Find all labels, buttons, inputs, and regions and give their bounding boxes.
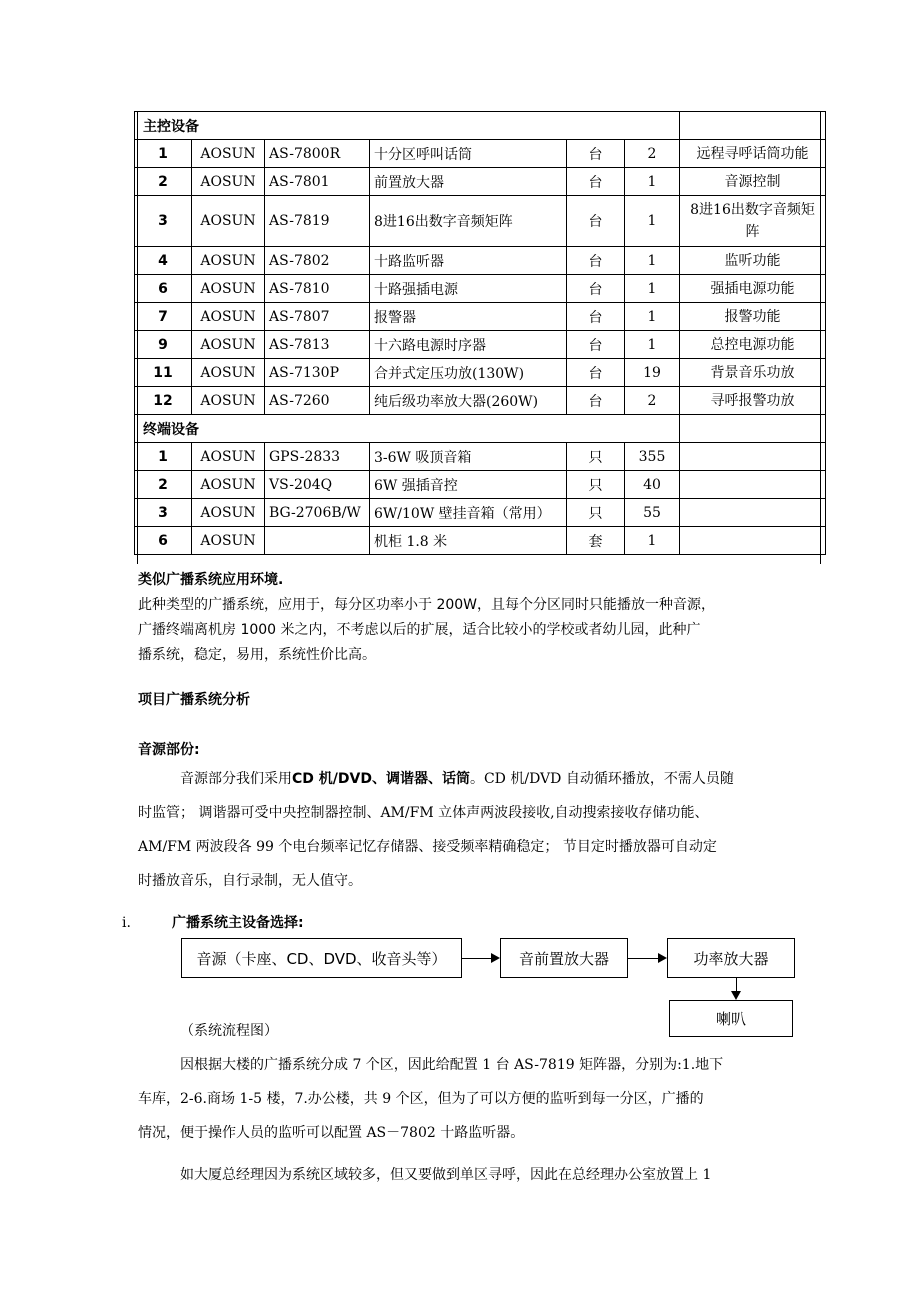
cell-remark (680, 471, 826, 499)
cell-qty: 2 (625, 140, 680, 168)
env-line-2: 广播终端离机房 1000 米之内，不考虑以后的扩展，适合比较小的学校或者幼儿园，此种广 (138, 622, 701, 638)
cell-qty: 1 (625, 275, 680, 303)
audio-text-prefix: 音源部分我们采用 (180, 771, 292, 787)
cell-brand: AOSUN (192, 247, 265, 275)
audio-line-1 (138, 762, 788, 796)
cell-name: 合并式定压功放(130W) (370, 359, 567, 387)
manager-paragraph (138, 1158, 788, 1192)
cell-brand: AOSUN (192, 359, 265, 387)
cell-unit: 台 (567, 387, 625, 415)
cell-model: AS-7130P (265, 359, 370, 387)
cell-brand: AOSUN (192, 331, 265, 359)
flow-arrow-3-head (731, 991, 741, 1000)
flow-arrow-2-head (658, 953, 667, 963)
table-row (135, 471, 826, 499)
cell-remark: 监听功能 (680, 247, 826, 275)
cell-name: 3-6W 吸顶音箱 (370, 443, 567, 471)
cell-brand: AOSUN (192, 499, 265, 527)
zones-paragraph (138, 1048, 788, 1150)
cell-qty: 1 (625, 247, 680, 275)
cell-no: 3 (135, 499, 192, 527)
cell-qty: 40 (625, 471, 680, 499)
env-heading: 类似广播系统应用环境. (138, 572, 284, 588)
cell-qty: 1 (625, 303, 680, 331)
section-remark-cell (680, 112, 826, 140)
cell-remark: 远程寻呼话筒功能 (680, 140, 826, 168)
env-line-3: 播系统，稳定，易用，系统性价比高。 (138, 647, 376, 663)
flow-arrow-1-head (491, 953, 500, 963)
analysis-title: 项目广播系统分析 (138, 692, 250, 708)
table-row (135, 359, 826, 387)
table-row (135, 443, 826, 471)
cell-unit: 台 (567, 140, 625, 168)
cell-qty: 19 (625, 359, 680, 387)
cell-unit: 台 (567, 247, 625, 275)
cell-no: 2 (135, 168, 192, 196)
cell-unit: 台 (567, 359, 625, 387)
cell-model: AS-7801 (265, 168, 370, 196)
cell-remark: 背景音乐功放 (680, 359, 826, 387)
table-row (135, 527, 826, 555)
cell-remark: 音源控制 (680, 168, 826, 196)
cell-remark: 报警功能 (680, 303, 826, 331)
table-row (135, 196, 826, 247)
audio-line-4: 时播放音乐，自行录制，无人值守。 (138, 873, 362, 889)
flow-box-source: 音源（卡座、CD、DVD、收音头等） (181, 938, 462, 978)
cell-remark (680, 499, 826, 527)
section-marker: i. (122, 915, 131, 931)
cell-no: 1 (135, 443, 192, 471)
table-row (135, 168, 826, 196)
cell-name: 纯后级功率放大器(260W) (370, 387, 567, 415)
flow-arrow-1-line (462, 958, 492, 959)
zones-line-3: 情况，便于操作人员的监听可以配置 AS－7802 十路监听器。 (138, 1125, 525, 1141)
zones-line-2: 车库，2-6.商场 1-5 楼，7.办公楼，共 9 个区，但为了可以方便的监听到每一分区，广播的 (138, 1091, 704, 1107)
cell-remark: 8进16出数字音频矩阵 (680, 196, 826, 247)
audio-line-2: 时监管； 调谐器可受中央控制器控制、AM/FM 立体声两波段接收,自动搜索接收存储功能、 (138, 805, 709, 821)
cell-name: 机柜 1.8 米 (370, 527, 567, 555)
table-section-header (135, 112, 826, 140)
cell-name: 前置放大器 (370, 168, 567, 196)
cell-name: 十六路电源时序器 (370, 331, 567, 359)
cell-model: AS-7802 (265, 247, 370, 275)
cell-qty: 1 (625, 168, 680, 196)
cell-brand: AOSUN (192, 168, 265, 196)
cell-name: 6W 强插音控 (370, 471, 567, 499)
cell-brand: AOSUN (192, 443, 265, 471)
cell-brand: AOSUN (192, 471, 265, 499)
cell-qty: 1 (625, 196, 680, 247)
cell-no: 2 (135, 471, 192, 499)
table-row (135, 303, 826, 331)
table-double-border-right (820, 111, 821, 564)
cell-name: 十路监听器 (370, 247, 567, 275)
section-title-cell: 主控设备 (135, 112, 680, 140)
cell-brand: AOSUN (192, 275, 265, 303)
cell-remark (680, 443, 826, 471)
cell-name: 6W/10W 壁挂音箱（常用） (370, 499, 567, 527)
env-line-1: 此种类型的广播系统，应用于，每分区功率小于 200W，且每个分区同时只能播放一种音源， (138, 597, 716, 613)
cell-model: AS-7260 (265, 387, 370, 415)
cell-no: 6 (135, 275, 192, 303)
equipment-table (134, 111, 826, 555)
cell-no: 9 (135, 331, 192, 359)
audio-heading: 音源部份: (138, 742, 200, 758)
flow-arrow-2-line (628, 958, 659, 959)
cell-brand: AOSUN (192, 387, 265, 415)
cell-unit: 台 (567, 331, 625, 359)
cell-no: 1 (135, 140, 192, 168)
cell-remark: 寻呼报警功放 (680, 387, 826, 415)
cell-qty: 355 (625, 443, 680, 471)
cell-unit: 台 (567, 275, 625, 303)
section-remark-cell (680, 415, 826, 443)
cell-unit: 只 (567, 499, 625, 527)
cell-model: AS-7807 (265, 303, 370, 331)
table-row (135, 499, 826, 527)
table-section-header (135, 415, 826, 443)
cell-no: 4 (135, 247, 192, 275)
flow-caption: （系统流程图） (180, 1023, 278, 1039)
cell-remark (680, 527, 826, 555)
zones-line-1: 因根据大楼的广播系统分成 7 个区，因此给配置 1 台 AS-7819 矩阵器，分别为:1.地下 (180, 1057, 724, 1073)
audio-text-rest: 。CD 机/DVD 自动循环播放，不需人员随 (469, 771, 734, 787)
audio-paragraph (138, 762, 788, 898)
cell-brand: AOSUN (192, 140, 265, 168)
cell-no: 7 (135, 303, 192, 331)
table-row (135, 140, 826, 168)
audio-line-3: AM/FM 两波段各 99 个电台频率记忆存储器、接受频率精确稳定； 节目定时播放器可自动定 (138, 839, 717, 855)
cell-no: 11 (135, 359, 192, 387)
cell-remark: 强插电源功能 (680, 275, 826, 303)
flow-arrow-3-line (736, 978, 737, 992)
cell-brand: AOSUN (192, 196, 265, 247)
cell-model: AS-7810 (265, 275, 370, 303)
cell-qty: 1 (625, 331, 680, 359)
cell-no: 3 (135, 196, 192, 247)
cell-model (265, 527, 370, 555)
cell-remark: 总控电源功能 (680, 331, 826, 359)
cell-name: 十路强插电源 (370, 275, 567, 303)
equipment-table-wrap (134, 111, 825, 555)
table-row (135, 331, 826, 359)
section-title-cell: 终端设备 (135, 415, 680, 443)
cell-unit: 套 (567, 527, 625, 555)
cell-qty: 55 (625, 499, 680, 527)
audio-text-bold: CD 机/DVD、调谐器、话筒 (292, 771, 470, 787)
cell-no: 12 (135, 387, 192, 415)
cell-name: 8进16出数字音频矩阵 (370, 196, 567, 247)
cell-model: AS-7800R (265, 140, 370, 168)
cell-unit: 台 (567, 303, 625, 331)
table-double-border-left (137, 111, 138, 564)
cell-brand: AOSUN (192, 527, 265, 555)
cell-model: AS-7819 (265, 196, 370, 247)
cell-unit: 只 (567, 471, 625, 499)
table-row (135, 275, 826, 303)
manager-line-1: 如大厦总经理因为系统区域较多，但又要做到单区寻呼，因此在总经理办公室放置上 1 (180, 1167, 712, 1183)
table-row (135, 387, 826, 415)
cell-unit: 台 (567, 196, 625, 247)
section-title: 广播系统主设备选择: (172, 915, 304, 931)
cell-model: GPS-2833 (265, 443, 370, 471)
cell-unit: 台 (567, 168, 625, 196)
flow-box-amp: 功率放大器 (667, 938, 795, 978)
cell-model: AS-7813 (265, 331, 370, 359)
cell-qty: 2 (625, 387, 680, 415)
cell-no: 6 (135, 527, 192, 555)
cell-name: 十分区呼叫话筒 (370, 140, 567, 168)
cell-qty: 1 (625, 527, 680, 555)
cell-brand: AOSUN (192, 303, 265, 331)
flow-box-preamp: 音前置放大器 (500, 938, 628, 978)
cell-model: BG-2706B/W (265, 499, 370, 527)
cell-model: VS-204Q (265, 471, 370, 499)
flow-box-speaker: 喇叭 (669, 1000, 793, 1037)
cell-name: 报警器 (370, 303, 567, 331)
table-row (135, 247, 826, 275)
cell-unit: 只 (567, 443, 625, 471)
